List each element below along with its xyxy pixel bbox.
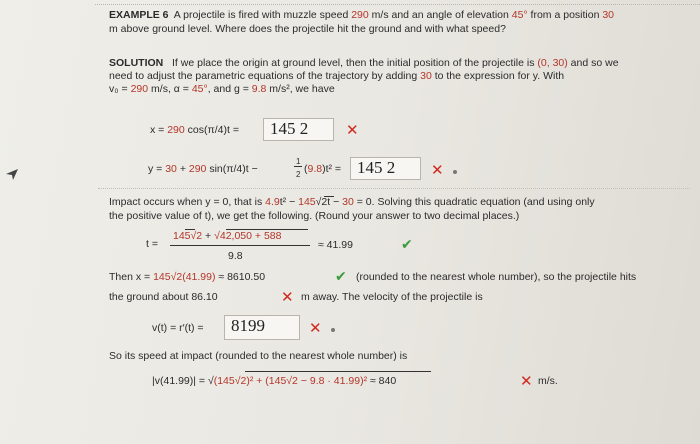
ground-wrong-mark-icon: ✕ xyxy=(281,289,294,306)
speed-sqrt-bar xyxy=(245,371,431,372)
t-equals: t = xyxy=(146,238,158,250)
half-denominator: 2 xyxy=(296,170,301,179)
half-fraction-bar xyxy=(294,166,302,167)
speed-line: So its speed at impact (rounded to the nearest whole number) is xyxy=(109,350,408,362)
half-numerator: 1 xyxy=(296,157,301,166)
solution-line-1: SOLUTION If we place the origin at ground level, then the initial position of the projectile is (0, 30) and so we xyxy=(109,57,619,69)
y-answer-input[interactable]: 145 2 xyxy=(350,157,421,180)
then-x-line: Then x = 145√2(41.99) ≈ 8610.50 xyxy=(109,271,266,283)
rounded-note: (rounded to the nearest whole number), so the projectile hits xyxy=(356,271,637,283)
cursor-arrow-icon xyxy=(4,166,20,182)
y-equation: y = 30 + 290 sin(π/4)t − xyxy=(148,163,258,175)
x-answer-input[interactable]: 145 2 xyxy=(263,118,334,141)
t-fraction-bar xyxy=(170,245,310,246)
velocity-wrong-mark-icon: ✕ xyxy=(309,320,322,337)
muzzle-speed: 290 xyxy=(351,9,369,21)
speed-wrong-mark-icon: ✕ xyxy=(520,373,533,390)
angle-value: 45° xyxy=(511,9,528,21)
t-denominator: 9.8 xyxy=(228,250,243,262)
speed-unit: m/s. xyxy=(538,375,558,387)
solution-line-3: v₀ = 290 m/s, α = 45°, and g = 9.8 m/s², we have xyxy=(109,83,335,95)
example-line-2: m above ground level. Where does the projectile hit the ground and with what speed? xyxy=(109,23,506,35)
impact-line-1: Impact occurs when y = 0, that is 4.9t² − 145 √2t − 30 = 0. Solving this quadratic equation (and using only xyxy=(109,196,595,208)
t-result: ≈ 41.99 xyxy=(318,239,353,251)
t-correct-check-icon: ✔ xyxy=(401,236,413,252)
top-divider xyxy=(95,4,700,5)
example-label: EXAMPLE 6 xyxy=(109,9,169,21)
t-sqrt-bar-1 xyxy=(185,229,195,230)
t-sqrt-bar-2 xyxy=(226,229,308,230)
t-numerator: 145√2 + √42,050 + 588 xyxy=(173,230,282,242)
section-divider xyxy=(98,188,690,189)
example-text-1: A projectile is fired with muzzle speed xyxy=(173,9,352,21)
x-equation: x = 290 cos(π/4)t = xyxy=(150,124,239,136)
velocity-answer-input[interactable]: 8199 xyxy=(224,315,300,340)
solution-line-2: need to adjust the parametric equations of the trajectory by adding 30 to the expression for y. With xyxy=(109,70,565,82)
velocity-equation: v(t) = r′(t) = xyxy=(152,322,204,334)
y-status-dot xyxy=(453,170,457,174)
example-line-1 xyxy=(109,9,614,22)
solution-label: SOLUTION xyxy=(109,57,164,69)
example-text-2: m/s and an angle of elevation xyxy=(368,9,512,21)
height-value: 30 xyxy=(602,9,615,21)
ground-line: the ground about 86.10 xyxy=(109,291,218,303)
impact-line-2: the positive value of t), we get the following. (Round your answer to two decimal places.) xyxy=(109,210,520,222)
y-wrong-mark-icon: ✕ xyxy=(431,162,444,179)
speed-equation: |v(41.99)| = √(145√2)² + (145√2 − 9.8 · 41.99)² ≈ 840 xyxy=(152,375,397,387)
velocity-status-dot xyxy=(331,328,335,332)
example-text-3: from a position xyxy=(527,9,603,21)
y-equation-tail: (9.8)t² = xyxy=(304,163,342,175)
velocity-note: m away. The velocity of the projectile is xyxy=(301,291,483,303)
x-wrong-mark-icon: ✕ xyxy=(346,122,359,139)
x-correct-check-icon: ✔ xyxy=(335,268,347,284)
